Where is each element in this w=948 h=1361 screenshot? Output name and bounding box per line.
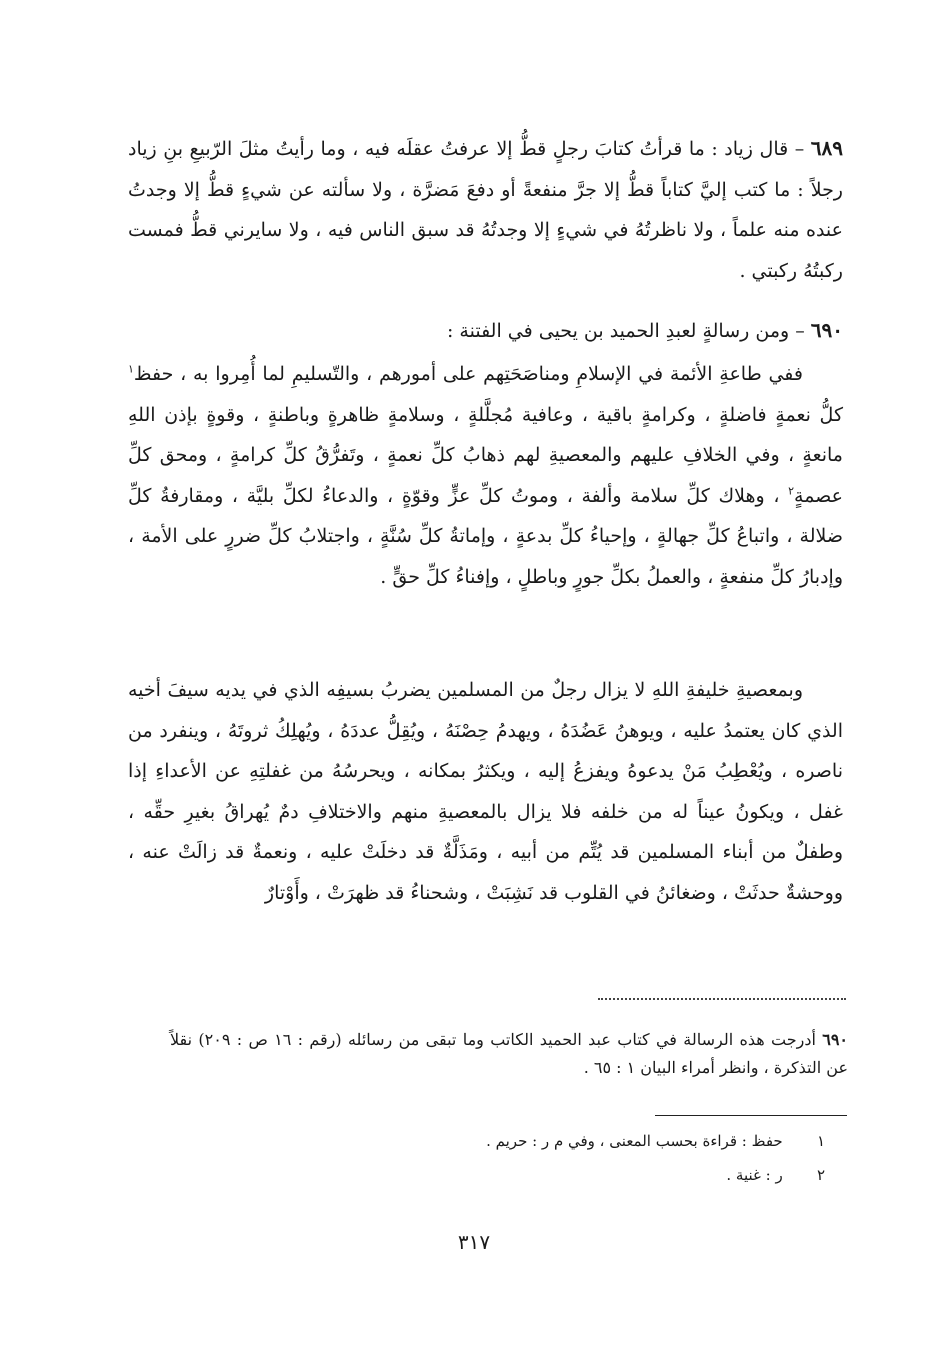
- paragraph-text: – قال زياد : ما قرأتُ كتابَ رجلٍ قطُّ إلا عرفتُ عقلَه فيه ، وما رأيتُ مثلَ الرّبيعِ بنِ زياد رجلاً : ما كتب إليَّ كتاباً قطُّ إلا جرَّ منفعةً أو دفعَ مَضرَّة ، ولا سألته عن شيءٍ قطُّ إلا وجدتُ عنده منه علماً ، ولا ناظرتُهُ في شيءٍ إلا وجدتُهُ قد سبق الناس فيه ، ولا سايرني قطُّ فمست ركبتُهُ ركبتي .: [128, 138, 843, 282]
- footnote-text: ر : غنية .: [726, 1166, 783, 1184]
- commentary-note: [170, 1026, 848, 1082]
- commentary-divider: [598, 998, 846, 1000]
- page-number: ٣١٧: [457, 1230, 491, 1254]
- paragraph-689: [128, 128, 843, 291]
- footnote-number: ٢: [816, 1166, 825, 1184]
- footnote-divider: [655, 1115, 847, 1116]
- paragraph-690-heading: [128, 310, 843, 352]
- footnote-text: حفظ : قراءة بحسب المعنى ، وفي م ر : حريم .: [486, 1132, 783, 1150]
- entry-number: ٦٨٩: [810, 136, 843, 160]
- footnote-2: [200, 1164, 825, 1186]
- paragraph-letter-2: [128, 670, 843, 913]
- paragraph-text: وبمعصيةِ خليفةِ اللهِ لا يزال رجلٌ من المسلمين يضربُ بسيفِه الذي في يديه سيفَ أخيه الذي كان يعتمدُ عليه ، ويوهنُ عَضُدَهُ ، ويهدمُ حِصْنَهُ ، ويُقِلُّ عددَهُ ، ويُهلِكُ ثروتَهُ ، وينفرد من ناصره ، ويُعْطِبُ مَنْ يدعوهُ ويفزعُ إليه ، ويكثرُ بمكانه ، ويحرسُهُ من غفلتِهِ عن الأعداءِ إذا غفل ، ويكونُ عيناً له من خلفه فلا يزال بالمعصيةِ منهم والاختلافِ دمٌ يُهراقُ بغيرِ حقِّه ، وطفلٌ من أبناء المسلمين قد يُتِّم من أبيه ، ومَذَلَّةٌ قد دخلَتْ عليه ، ونعمةٌ قد زالَتْ عنه ، ووحشةٌ حدثَتْ ، وضغائنُ في القلوب قد نَشِبَتْ ، وشحناءُ قد ظهرَتْ ، وأَوْتارٌ: [128, 679, 843, 904]
- commentary-number: ٦٩٠: [822, 1030, 848, 1049]
- paragraph-text: – ومن رسالةٍ لعبدِ الحميد بن يحيى في الفتنة :: [446, 320, 811, 342]
- footnote-marker-1: ١: [128, 362, 134, 376]
- paragraph-text: ففي طاعةِ الأئمة في الإسلامِ ومناصَحَتِهم على أمورهم ، والتّسليمِ لما أُمِروا به ، حفظ: [133, 363, 803, 385]
- paragraph-text: كلُّ نعمةٍ فاضلةٍ ، وكرامةٍ باقية ، وعافية مُجلَّلةٍ ، وسلامةٍ ظاهرةٍ وباطنةٍ ، وقوةٍ بإذن اللهِ مانعةٍ ، وفي الخلافِ عليهم والمعصيةِ لهم ذهابُ كلِّ نعمةٍ ، وتَفرُّقُ كلِّ كرامةٍ ، ومحق كلِّ عصمةٍ: [128, 403, 843, 507]
- footnote-1: [200, 1130, 825, 1152]
- footnote-marker-2: ٢: [788, 484, 795, 498]
- paragraph-letter-1: [128, 354, 843, 597]
- paragraph-text: ، وهلاك كلِّ سلامة وألفة ، وموتُ كلِّ عزٍّ وقوّةٍ ، والدعاءُ لكلِّ بليَّة ، ومقارفةُ كلِّ ضلالة ، واتباعُ كلِّ جهالةٍ ، وإحياءُ كلِّ بدعةٍ ، وإماتةُ كلِّ سُنَّةٍ ، واجتلابُ كلِّ ضررٍ على الأمة ، وإدبارُ كلِّ منفعةٍ ، والعملُ بكلِّ جورٍ وباطلٍ ، وإفناءُ كلِّ حقٍّ .: [128, 484, 843, 588]
- footnote-number: ١: [816, 1132, 825, 1150]
- entry-number: ٦٩٠: [810, 318, 843, 342]
- commentary-text: أدرجت هذه الرسالة في كتاب عبد الحميد الكاتب وما تبقى من رسائله (رقم : ١٦ ص : ٢٠٩) نقلاً عن التذكرة ، وانظر أمراء البيان ١ : ٦٥ .: [170, 1030, 848, 1077]
